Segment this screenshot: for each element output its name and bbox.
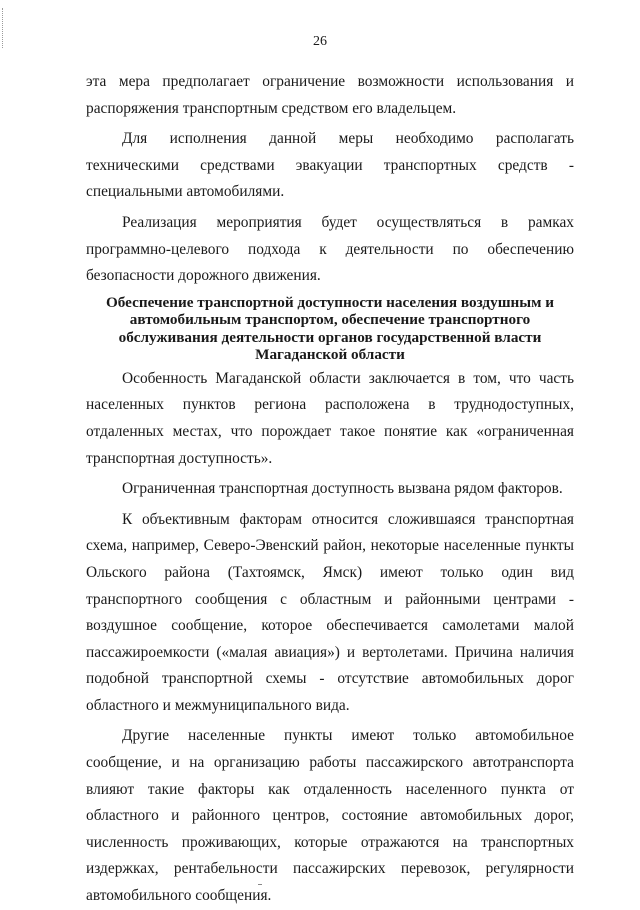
paragraph-implementation: Реализация мероприятия будет осуществляться в рамках программно-целевого подхода к деятельности по обеспечению безопасности дорожного движения. — [86, 213, 574, 285]
paragraph-tech-means: Для исполнения данной меры необходимо располагать техническими средствами эвакуации транспортных средств - специальными автомобилями. — [86, 130, 574, 201]
page-body — [86, 69, 574, 910]
paragraph-limited-access: Ограниченная транспортная доступность вызвана рядом факторов. — [122, 480, 563, 498]
paragraph-other-settlements: Другие населенные пункты имеют только автомобильное сообщение, и на организацию работы пассажирского автотранспорта влияют такие факторы как отдаленность населенного пункта от областного и районного центров, состояние автомобильных дорог, численность проживающих, которые отражаются на транспортных издержках, рентабельности пассажирских перевозок, регулярности автомобильного сообщения. — [86, 727, 574, 905]
page-number: 26 — [313, 34, 327, 49]
section-heading: Обеспечение транспортной доступности населения воздушным и автомобильным транспортом, обеспечение транспортного обслуживания деятельности органов государственной власти Магаданской области — [105, 293, 555, 364]
paragraph-objective-factors: К объективным факторам относится сложившаяся транспортная схема, например, Северо-Эвенский район, некоторые населенные пункты Ольского района (Тахтоямск, Ямск) имеют только один вид транспортного сообщения с областным и районными центрами - воздушное сообщение, которое обеспечивается самолетами малой пассажироемкости («малая авиация») и вертолетами. Причина наличия подобной транспортной схемы - отсутствие автомобильных дорог областного и межмуниципального вида. — [86, 510, 574, 714]
paragraph-continuation: эта мера предполагает ограничение возможности использования и распоряжения транспортным средством его владельцем. — [86, 73, 574, 117]
paragraph-region-feature: Особенность Магаданской области заключается в том, что часть населенных пунктов региона расположена в труднодоступных, отдаленных местах, что порождает такое понятие как «ограниченная транспортная доступность». — [86, 369, 574, 467]
scan-mark — [258, 884, 262, 885]
